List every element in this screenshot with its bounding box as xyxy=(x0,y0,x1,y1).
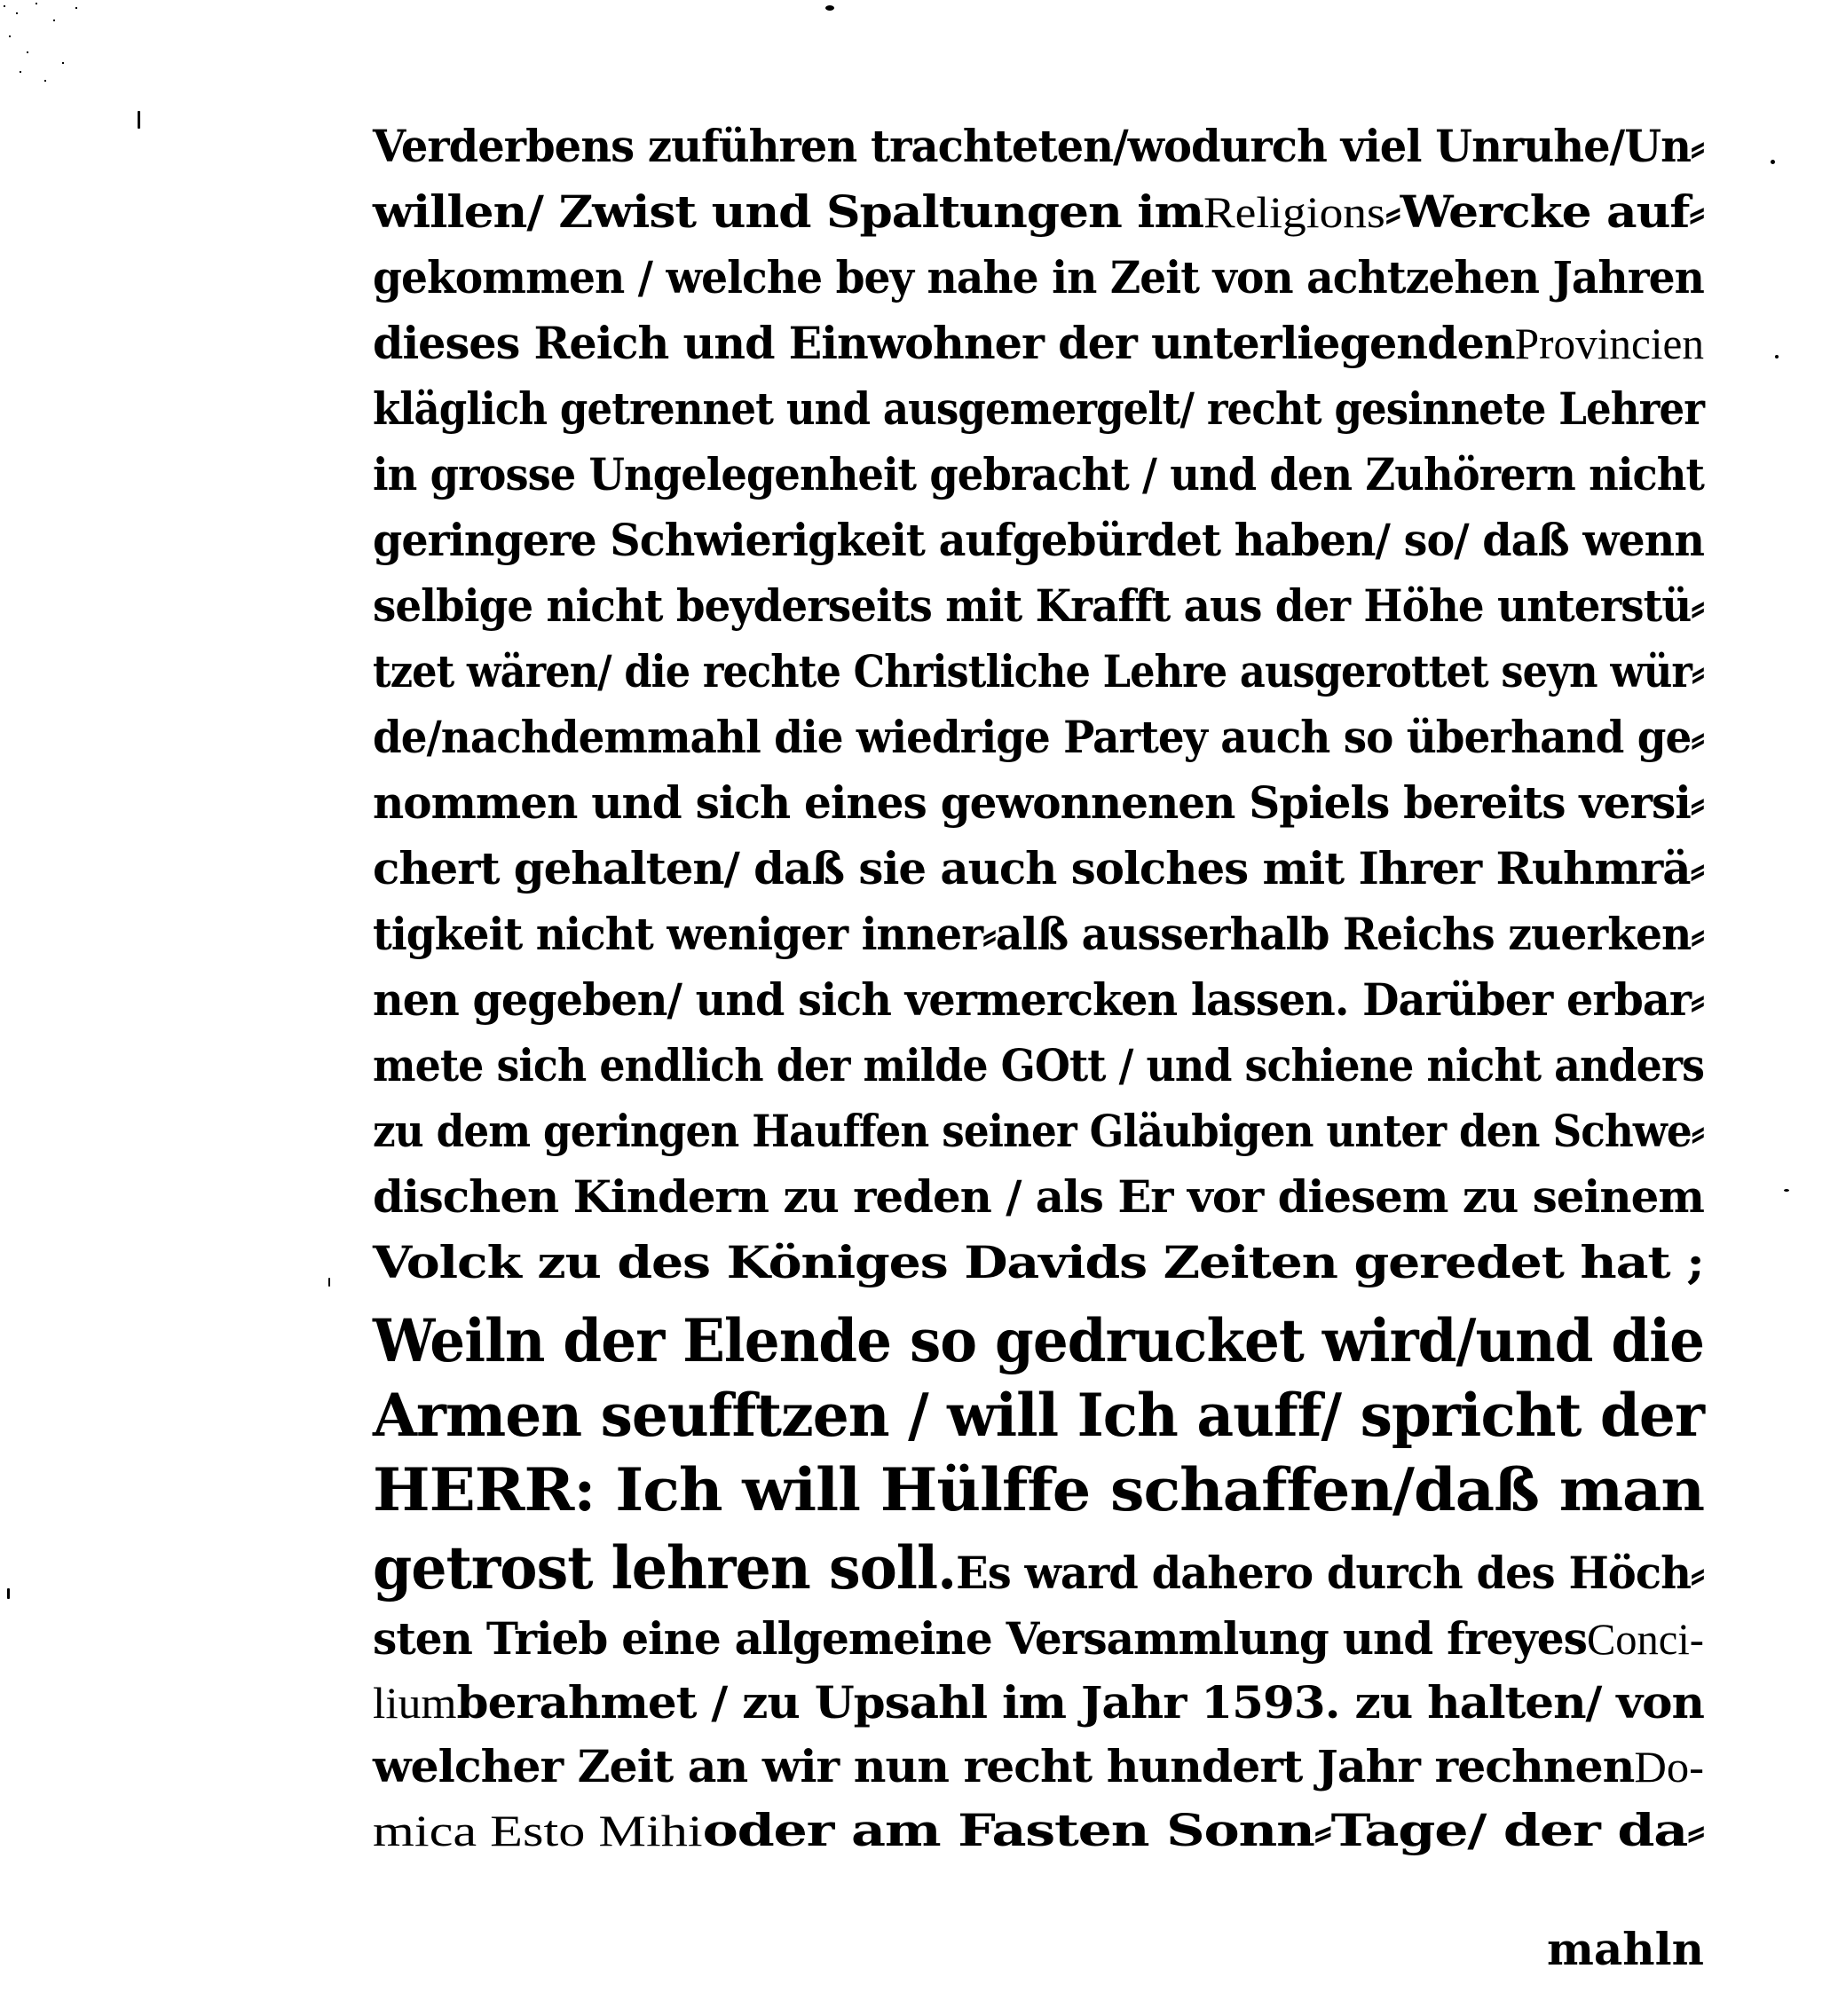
line-text: Volck zu des Königes Davids Zeiten geredet hat ; xyxy=(373,1236,1704,1288)
text-line xyxy=(373,1105,1704,1162)
line-text: ⸗Wercke auf⸗ xyxy=(1384,185,1705,238)
text-line xyxy=(373,579,1704,637)
text-line xyxy=(373,1612,1704,1670)
text-line-mixed xyxy=(373,1533,1704,1610)
line-text: sten Trieb eine allgemeine Versammlung und freyes xyxy=(373,1612,1587,1665)
text-line xyxy=(373,711,1704,768)
line-text-large: getrost lehren soll. xyxy=(373,1533,957,1603)
text-line xyxy=(373,1039,1704,1097)
line-text: oder am Fasten Sonn⸗Tage/ der da⸗ xyxy=(702,1804,1704,1856)
line-text: berahmet / zu Upsahl im Jahr 1593. zu halten/ von xyxy=(456,1676,1705,1729)
text-line xyxy=(373,842,1705,900)
line-text: dieses Reich und Einwohner der unterliegenden xyxy=(373,317,1515,369)
line-text-large: Weiln der Elende so gedrucket wird/und die xyxy=(373,1306,1705,1375)
text-line-emphasis xyxy=(373,1306,1705,1382)
line-text: dischen Kindern zu reden / als Er vor diesem zu seinem xyxy=(373,1170,1704,1223)
line-text: in grosse Ungelegenheit gebracht / und den Zuhörern nicht xyxy=(373,448,1704,500)
scan-noise-top-left xyxy=(0,0,106,98)
line-text-large: HERR: Ich will Hülffe schaffen/daß man xyxy=(373,1455,1705,1524)
text-line xyxy=(373,382,1705,440)
text-line xyxy=(373,448,1704,506)
line-text: nen gegeben/ und sich vermercken lassen. Darüber erbar⸗ xyxy=(373,973,1704,1026)
line-text: welcher Zeit an wir nun recht hundert Jahr rechnen xyxy=(373,1740,1635,1792)
ink-speck xyxy=(138,111,140,129)
text-line xyxy=(373,1740,1704,1798)
line-text: Verderbens zuführen trachteten/wodurch viel Unruhe/Un⸗ xyxy=(373,120,1705,172)
text-line xyxy=(373,973,1704,1031)
ink-speck xyxy=(1771,160,1775,164)
body-text xyxy=(373,0,1704,2016)
text-line xyxy=(373,1676,1705,1734)
line-text: de/nachdemmahl die wiedrige Partey auch so überhand ge⸗ xyxy=(373,711,1704,763)
line-text-roman: lium xyxy=(373,1678,457,1728)
text-line xyxy=(373,514,1705,571)
text-line xyxy=(373,251,1704,309)
line-text: tigkeit nicht weniger inner⸗alß ausserhalb Reichs zuerken⸗ xyxy=(373,908,1705,960)
line-text: tzet wären/ die rechte Christliche Lehre ausgerottet seyn wür⸗ xyxy=(373,645,1705,697)
text-line xyxy=(373,1170,1704,1228)
text-line xyxy=(373,317,1705,374)
line-text: mete sich endlich der milde GOtt / und schiene nicht anders xyxy=(373,1039,1704,1091)
line-text-roman: Do- xyxy=(1634,1742,1704,1792)
line-text: Es ward dahero durch des Höch⸗ xyxy=(956,1547,1704,1599)
line-text: kläglich getrennet und ausgemergelt/ recht gesinnete Lehrer xyxy=(373,382,1705,435)
line-text-large: Armen seufftzen / will Ich auff/ spricht der xyxy=(373,1381,1704,1450)
ink-speck xyxy=(328,1278,330,1287)
line-text-roman: Provincien xyxy=(1514,319,1705,368)
text-line xyxy=(373,645,1705,703)
text-line-emphasis xyxy=(373,1381,1704,1457)
text-line xyxy=(373,908,1705,965)
line-text-roman: Conci- xyxy=(1586,1614,1704,1664)
line-text: gekommen / welche bey nahe in Zeit von achtzehen Jahren xyxy=(373,251,1704,303)
ink-speck xyxy=(1775,355,1779,358)
line-text-roman: Religions xyxy=(1203,187,1385,237)
line-text: nommen und sich eines gewonnenen Spiels bereits versi⸗ xyxy=(373,776,1704,829)
line-text-roman: mica Esto Mihi xyxy=(373,1806,703,1855)
ink-speck xyxy=(1784,1189,1789,1192)
line-text: zu dem geringen Hauffen seiner Gläubigen unter den Schwe⸗ xyxy=(373,1105,1704,1157)
catchword: mahln xyxy=(1546,1923,1704,1975)
line-text: chert gehalten/ daß sie auch solches mit Ihrer Ruhmrä⸗ xyxy=(373,842,1705,894)
ink-speck xyxy=(7,1588,10,1599)
text-line xyxy=(373,120,1705,177)
text-line xyxy=(373,1236,1704,1294)
line-text: selbige nicht beyderseits mit Krafft aus der Höhe unterstü⸗ xyxy=(373,579,1704,632)
text-line-emphasis xyxy=(373,1455,1705,1532)
text-line xyxy=(373,185,1705,243)
text-line xyxy=(373,776,1704,834)
text-line xyxy=(373,1804,1704,1862)
line-text: willen/ Zwist und Spaltungen im xyxy=(373,185,1203,238)
line-text: geringere Schwierigkeit aufgebürdet haben/ so/ daß wenn xyxy=(373,514,1705,566)
